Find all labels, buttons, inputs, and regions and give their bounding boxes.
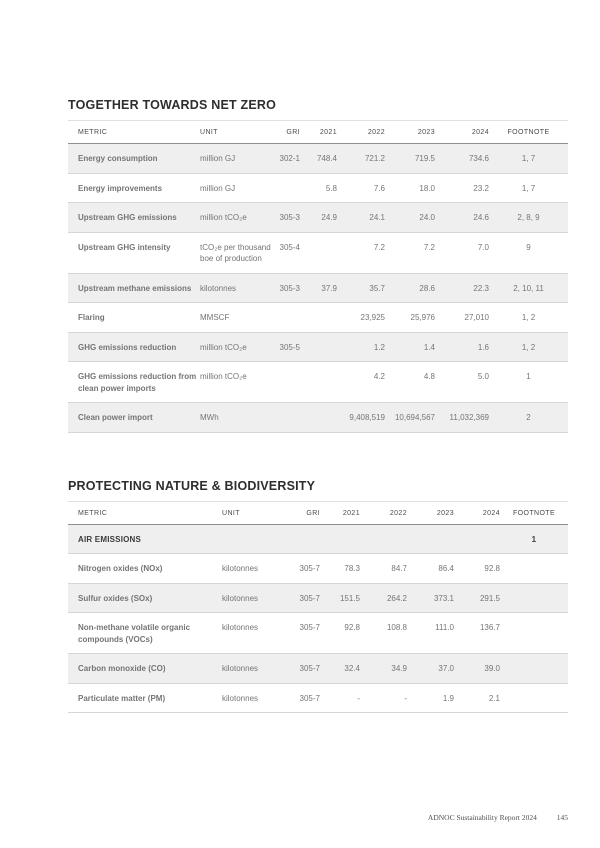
cell-2021: 32.4 — [320, 654, 360, 684]
cell-2022: 24.1 — [337, 203, 385, 233]
cell-unit: kilotonnes — [222, 613, 292, 654]
table-row — [68, 654, 568, 684]
cell-2024: 23.2 — [435, 173, 489, 203]
column-header-unit: UNIT — [200, 121, 272, 144]
column-header-2021: 2021 — [300, 121, 337, 144]
cell-2021: 151.5 — [320, 583, 360, 613]
cell-unit: kilotonnes — [222, 654, 292, 684]
table-row — [68, 362, 568, 403]
cell-footnote: 2, 8, 9 — [489, 203, 568, 233]
column-header-footnote: FOOTNOTE — [489, 121, 568, 144]
cell-2021: 92.8 — [320, 613, 360, 654]
cell-gri: 305-3 — [272, 273, 300, 303]
table-row — [68, 303, 568, 333]
table-row — [68, 144, 568, 174]
column-header-2024: 2024 — [454, 501, 500, 524]
column-header-2024: 2024 — [435, 121, 489, 144]
cell-footnote: 2 — [489, 403, 568, 433]
cell-2021 — [300, 232, 337, 273]
cell-metric: Non-methane volatile organic compounds (VOCs) — [68, 613, 222, 654]
cell-2024: 92.8 — [454, 554, 500, 584]
cell-gri — [272, 303, 300, 333]
cell-2023: 37.0 — [407, 654, 454, 684]
cell-2024: 1.6 — [435, 332, 489, 362]
cell-metric: Upstream GHG intensity — [68, 232, 200, 273]
section-header-row — [68, 524, 568, 554]
table-row — [68, 613, 568, 654]
cell-2023: 18.0 — [385, 173, 435, 203]
cell-metric: GHG emissions reduction from clean power imports — [68, 362, 200, 403]
cell-gri: 305-7 — [292, 654, 320, 684]
cell-footnote: 1 — [500, 524, 568, 554]
cell-metric: Carbon monoxide (CO) — [68, 654, 222, 684]
table-row — [68, 203, 568, 233]
section-net-zero — [68, 98, 568, 433]
column-header-2021: 2021 — [320, 501, 360, 524]
cell-2024: 27,010 — [435, 303, 489, 333]
cell-2024: 734.6 — [435, 144, 489, 174]
cell-unit: kilotonnes — [200, 273, 272, 303]
cell-gri: 305-3 — [272, 203, 300, 233]
cell-2021 — [300, 332, 337, 362]
cell-2022: 4.2 — [337, 362, 385, 403]
cell-metric: Clean power import — [68, 403, 200, 433]
page-footer — [428, 813, 568, 822]
cell-footnote — [500, 554, 568, 584]
cell-gri: 305-7 — [292, 613, 320, 654]
cell-gri — [272, 403, 300, 433]
cell-unit: million GJ — [200, 144, 272, 174]
cell-2021: 24.9 — [300, 203, 337, 233]
cell-footnote — [500, 613, 568, 654]
cell-unit: million tCO₂e — [200, 362, 272, 403]
section-title-nature-biodiversity: PROTECTING NATURE & BIODIVERSITY — [68, 478, 316, 493]
cell-footnote: 1, 7 — [489, 144, 568, 174]
cell-2023: 28.6 — [385, 273, 435, 303]
cell-footnote: 2, 10, 11 — [489, 273, 568, 303]
cell-2022: 7.6 — [337, 173, 385, 203]
cell-2023: 25,976 — [385, 303, 435, 333]
section-title-net-zero: TOGETHER TOWARDS NET ZERO — [68, 98, 277, 112]
cell-gri — [292, 524, 320, 554]
cell-2024: 136.7 — [454, 613, 500, 654]
cell-unit: tCO₂e per thousand boe of production — [200, 232, 272, 273]
cell-footnote: 1, 2 — [489, 303, 568, 333]
cell-unit — [222, 524, 292, 554]
cell-metric: Nitrogen oxides (NOx) — [68, 554, 222, 584]
cell-2022: 34.9 — [360, 654, 407, 684]
cell-2021 — [300, 362, 337, 403]
table-row — [68, 403, 568, 433]
header-row — [68, 121, 568, 144]
cell-gri: 305-5 — [272, 332, 300, 362]
cell-metric: Upstream methane emissions — [68, 273, 200, 303]
cell-2023: 1.4 — [385, 332, 435, 362]
cell-2022: - — [360, 683, 407, 713]
cell-unit: million GJ — [200, 173, 272, 203]
cell-2024: 5.0 — [435, 362, 489, 403]
cell-2021: 748.4 — [300, 144, 337, 174]
cell-2024: 39.0 — [454, 654, 500, 684]
table-row — [68, 273, 568, 303]
cell-metric: AIR EMISSIONS — [68, 524, 222, 554]
cell-2022 — [360, 524, 407, 554]
cell-2022: 721.2 — [337, 144, 385, 174]
cell-gri: 305-4 — [272, 232, 300, 273]
cell-2023: 719.5 — [385, 144, 435, 174]
column-header-gri: GRI — [292, 501, 320, 524]
cell-2021: 37.9 — [300, 273, 337, 303]
cell-unit: MWh — [200, 403, 272, 433]
column-header-metric: METRIC — [68, 121, 200, 144]
cell-unit: MMSCF — [200, 303, 272, 333]
table-row — [68, 332, 568, 362]
column-header-2022: 2022 — [360, 501, 407, 524]
table-row — [68, 173, 568, 203]
section-nature-biodiversity — [68, 479, 568, 714]
cell-2024: 7.0 — [435, 232, 489, 273]
column-header-unit: UNIT — [222, 501, 292, 524]
cell-gri — [272, 173, 300, 203]
cell-footnote: 1, 7 — [489, 173, 568, 203]
cell-gri: 305-7 — [292, 554, 320, 584]
cell-2024 — [454, 524, 500, 554]
cell-2022: 264.2 — [360, 583, 407, 613]
table-row — [68, 583, 568, 613]
cell-footnote — [500, 654, 568, 684]
cell-unit: million tCO₂e — [200, 332, 272, 362]
column-header-footnote: FOOTNOTE — [500, 501, 568, 524]
cell-footnote — [500, 583, 568, 613]
net-zero-table — [68, 120, 568, 433]
column-header-gri: GRI — [272, 121, 300, 144]
table-row — [68, 232, 568, 273]
cell-2023: 10,694,567 — [385, 403, 435, 433]
cell-2023: 1.9 — [407, 683, 454, 713]
column-header-2022: 2022 — [337, 121, 385, 144]
cell-metric: Energy improvements — [68, 173, 200, 203]
header-row — [68, 501, 568, 524]
cell-gri: 302-1 — [272, 144, 300, 174]
cell-metric: Sulfur oxides (SOx) — [68, 583, 222, 613]
cell-2023: 111.0 — [407, 613, 454, 654]
cell-2024: 2.1 — [454, 683, 500, 713]
cell-2021: 78.3 — [320, 554, 360, 584]
table-row — [68, 554, 568, 584]
cell-unit: kilotonnes — [222, 683, 292, 713]
cell-2022: 7.2 — [337, 232, 385, 273]
footer-page-number: 145 — [556, 813, 568, 822]
cell-footnote — [500, 683, 568, 713]
cell-2022: 9,408,519 — [337, 403, 385, 433]
cell-2024: 11,032,369 — [435, 403, 489, 433]
cell-2021: 5.8 — [300, 173, 337, 203]
cell-2021: - — [320, 683, 360, 713]
cell-2023: 4.8 — [385, 362, 435, 403]
table-row — [68, 683, 568, 713]
cell-unit: kilotonnes — [222, 554, 292, 584]
cell-metric: Flaring — [68, 303, 200, 333]
cell-metric: GHG emissions reduction — [68, 332, 200, 362]
cell-2023: 24.0 — [385, 203, 435, 233]
cell-unit: kilotonnes — [222, 583, 292, 613]
cell-gri: 305-7 — [292, 583, 320, 613]
cell-2024: 291.5 — [454, 583, 500, 613]
column-header-2023: 2023 — [385, 121, 435, 144]
cell-2023 — [407, 524, 454, 554]
cell-gri: 305-7 — [292, 683, 320, 713]
footer-report-name: ADNOC Sustainability Report 2024 — [427, 813, 537, 822]
cell-unit: million tCO₂e — [200, 203, 272, 233]
cell-2022: 23,925 — [337, 303, 385, 333]
cell-2021 — [320, 524, 360, 554]
cell-2023: 86.4 — [407, 554, 454, 584]
biodiversity-table — [68, 501, 568, 714]
column-header-2023: 2023 — [407, 501, 454, 524]
cell-2021 — [300, 403, 337, 433]
cell-2024: 24.6 — [435, 203, 489, 233]
cell-footnote: 1, 2 — [489, 332, 568, 362]
cell-2022: 1.2 — [337, 332, 385, 362]
cell-2022: 35.7 — [337, 273, 385, 303]
cell-2022: 84.7 — [360, 554, 407, 584]
cell-2024: 22.3 — [435, 273, 489, 303]
column-header-metric: METRIC — [68, 501, 222, 524]
cell-metric: Particulate matter (PM) — [68, 683, 222, 713]
cell-2022: 108.8 — [360, 613, 407, 654]
cell-2021 — [300, 303, 337, 333]
cell-gri — [272, 362, 300, 403]
cell-metric: Upstream GHG emissions — [68, 203, 200, 233]
cell-footnote: 9 — [489, 232, 568, 273]
cell-2023: 7.2 — [385, 232, 435, 273]
cell-2023: 373.1 — [407, 583, 454, 613]
cell-metric: Energy consumption — [68, 144, 200, 174]
cell-footnote: 1 — [489, 362, 568, 403]
